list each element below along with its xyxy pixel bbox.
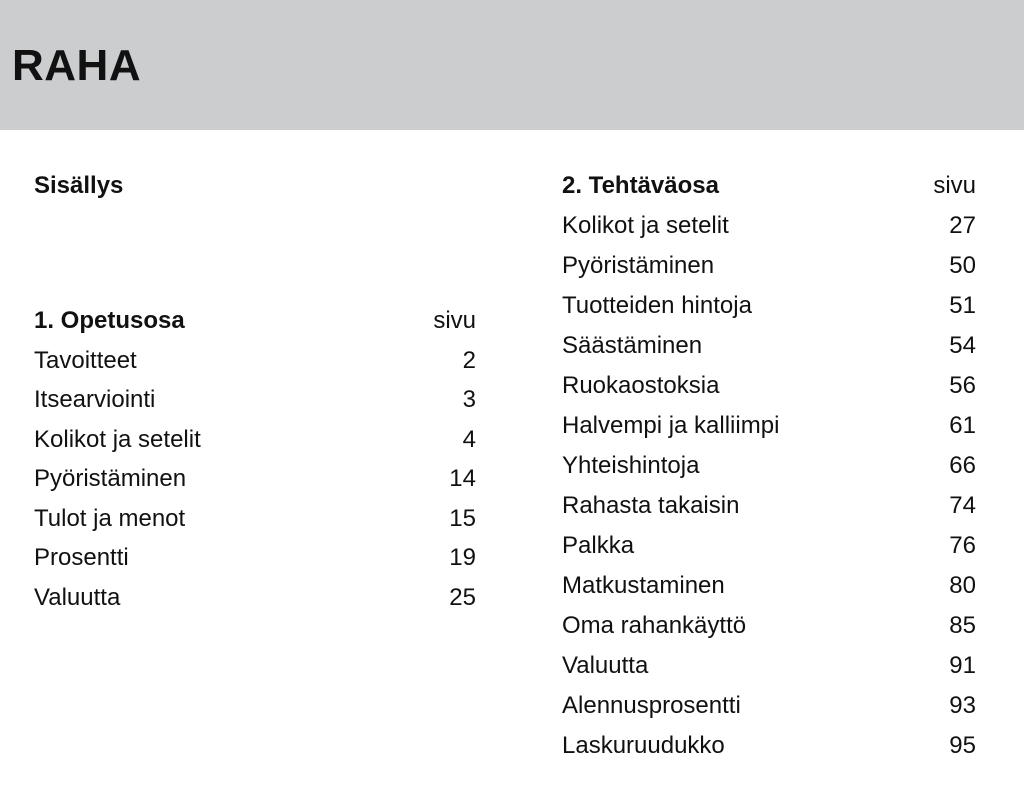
- page-column-header: sivu: [433, 307, 476, 334]
- toc-entry-title: Prosentti: [34, 544, 129, 571]
- toc-entry-page: 61: [949, 412, 976, 439]
- title-banner: [0, 0, 1024, 130]
- toc-entry-title: Tulot ja menot: [34, 504, 186, 532]
- toc-entry-title: Tuotteiden hintoja: [562, 292, 752, 319]
- toc-entry-title: Matkustaminen: [562, 572, 725, 599]
- section-heading: 1. Opetusosa: [34, 307, 185, 334]
- toc-entry: [34, 384, 476, 424]
- toc-entry: [562, 490, 976, 530]
- toc-entry-title: Laskuruudukko: [562, 732, 725, 759]
- toc-entry-page: 19: [449, 544, 476, 571]
- toc-entry-page: 74: [949, 492, 976, 519]
- toc-entry-page: 51: [949, 292, 976, 319]
- contents-heading: Sisällys: [34, 172, 124, 199]
- toc-entry: [34, 582, 476, 622]
- toc-entry-page: 66: [949, 452, 976, 479]
- toc-entry-title: Kolikot ja setelit: [34, 425, 201, 453]
- toc-entry-page: 27: [949, 212, 976, 239]
- toc-entry-title: Rahasta takaisin: [562, 492, 740, 519]
- toc-entry-page: 50: [949, 252, 976, 279]
- toc-entry: [562, 290, 976, 330]
- toc-entry: [34, 503, 476, 543]
- toc-section-teaching: [34, 305, 476, 621]
- toc-entry-title: Säästäminen: [562, 332, 703, 359]
- toc-entry-page: 80: [949, 572, 976, 599]
- toc-entry: [562, 410, 976, 450]
- toc-entry-page: 54: [949, 332, 976, 359]
- toc-entry-page: 14: [449, 465, 476, 492]
- toc-entry: [562, 250, 976, 290]
- toc-entry-title: Itsearviointi: [34, 386, 156, 413]
- toc-entry: [562, 690, 976, 730]
- document-title: RAHA: [12, 41, 142, 90]
- toc-entry-page: 85: [949, 612, 976, 639]
- toc-entry-title: Oma rahankäyttö: [562, 612, 747, 639]
- page-column-header: sivu: [933, 172, 976, 199]
- section-header: [34, 305, 476, 345]
- toc-entry-page: 91: [949, 652, 976, 679]
- section-heading: 2. Tehtäväosa: [562, 172, 719, 199]
- toc-entry: [562, 450, 976, 490]
- toc-entry-title: Halvempi ja kalliimpi: [562, 412, 780, 439]
- toc-entry-title: Ruokaostoksia: [562, 372, 720, 399]
- toc-entry-title: Alennusprosentti: [562, 692, 741, 719]
- toc-entry: [34, 463, 476, 503]
- toc-entry-title: Pyöristäminen: [34, 465, 187, 492]
- toc-entry: [562, 570, 976, 610]
- toc-entry-title: Palkka: [562, 532, 635, 559]
- toc-entry: [34, 424, 476, 464]
- toc-entry: [562, 330, 976, 370]
- toc-section-exercises: [562, 170, 976, 770]
- toc-entry-title: Tavoitteet: [34, 346, 137, 374]
- toc-entry-title: Valuutta: [34, 583, 121, 611]
- toc-entry-title: Valuutta: [562, 652, 649, 679]
- toc-entry: [562, 610, 976, 650]
- toc-entry: [34, 345, 476, 385]
- toc-entry-page: 2: [462, 346, 476, 374]
- toc-entry: [562, 650, 976, 690]
- toc-entry-page: 95: [949, 732, 976, 759]
- toc-entry-page: 3: [462, 386, 476, 413]
- toc-entry-page: 93: [949, 692, 976, 719]
- toc-entry: [562, 730, 976, 770]
- toc-entry-title: Yhteishintoja: [562, 452, 700, 479]
- toc-entry-page: 25: [449, 583, 476, 611]
- section-header: [562, 170, 976, 210]
- toc-entry: [562, 530, 976, 570]
- toc-entry-page: 4: [462, 425, 476, 453]
- toc-entry: [562, 370, 976, 410]
- toc-entry-page: 76: [949, 532, 976, 559]
- toc-entry: [562, 210, 976, 250]
- toc-entry-title: Pyöristäminen: [562, 252, 715, 279]
- toc-entry-title: Kolikot ja setelit: [562, 212, 729, 239]
- toc-entry: [34, 542, 476, 582]
- toc-entry-page: 15: [449, 504, 476, 532]
- toc-entry-page: 56: [949, 372, 976, 399]
